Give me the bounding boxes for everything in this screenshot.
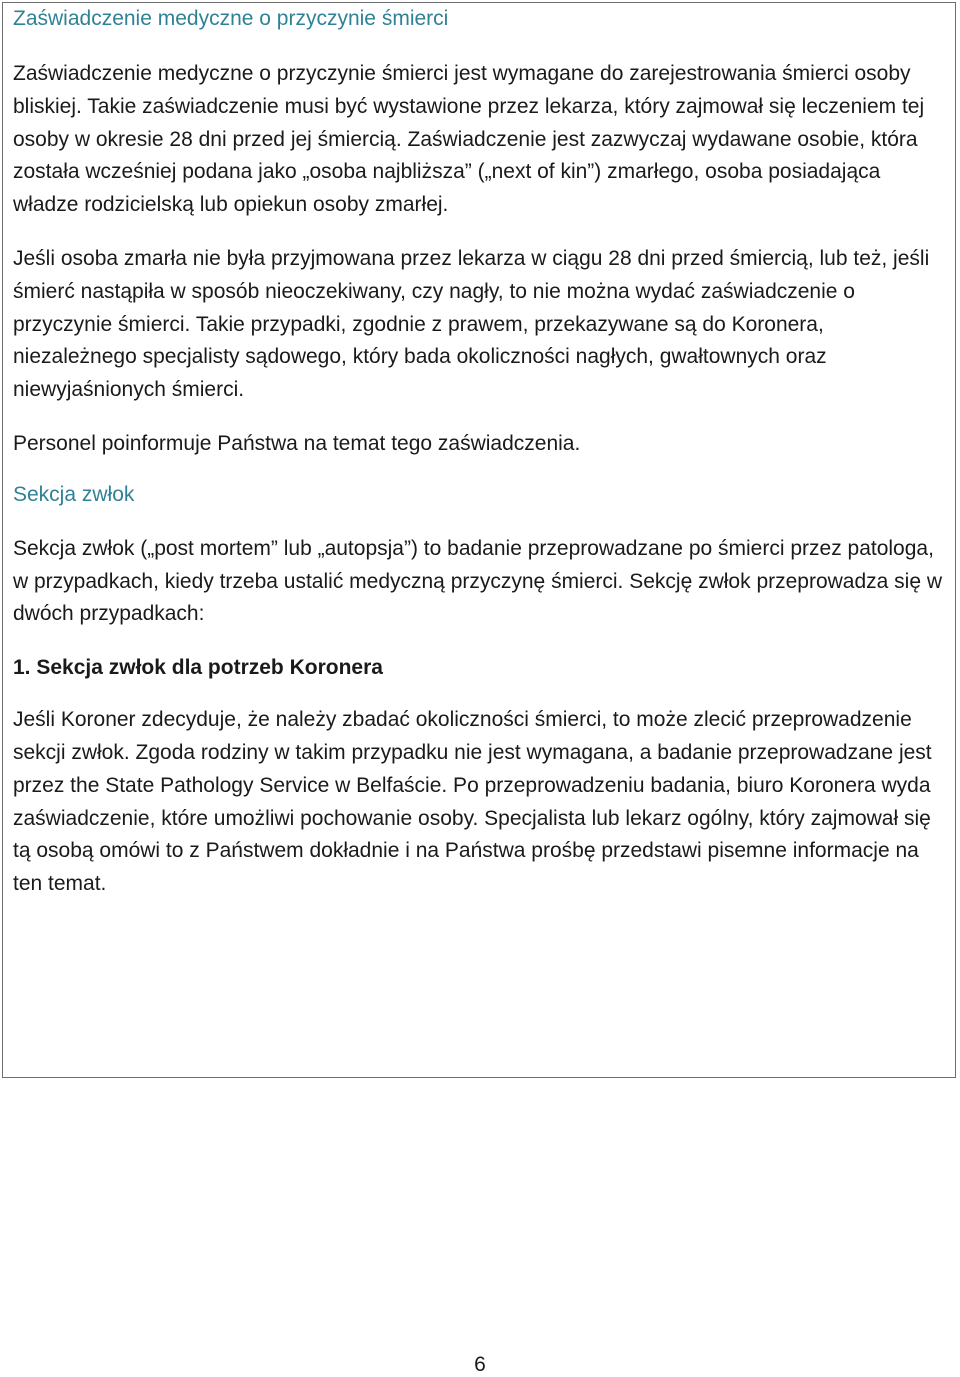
paragraph-autopsy-intro: Sekcja zwłok („post mortem” lub „autopsja”) to badanie przeprowadzane po śmierci przez patologa, w przypadkach, kiedy trzeba ustalić medyczną przyczynę śmierci. Sekcję zwłok przeprowadza się w dwóch przypadkach: (13, 536, 943, 626)
paragraph-coroner-referral: Jeśli osoba zmarła nie była przyjmowana przez lekarza w ciągu 28 dni przed śmiercią, lub też, jeśli śmierć nastąpiła w sposób nieoczekiwany, czy nagły, to nie można wydać zaświadczenie o przyczynie śmierci. Takie przypadki, zgodnie z prawem, przekazywane są do Koronera, niezależnego specjalisty sądowego, który bada okoliczności nagłych, gwałtownych oraz niewyjaśnionych śmierci. (13, 246, 930, 402)
paragraph-death-certificate: Zaświadczenie medyczne o przyczynie śmierci jest wymagane do zarejestrowania śmierci osoby bliskiej. Takie zaświadczenie musi być wystawione przez lekarza, który zajmował się leczeniem tej osoby w okresie 28 dni przed jej śmiercią. Zaświadczenie jest zazwyczaj wydawane osobie, która została wcześniej podana jako „osoba najbliższa” („next of kin”) zmarłego, osoba posiadająca władze rodzicielską lub opiekun osoby zmarłej. (13, 62, 925, 217)
page-number: 6 (474, 1353, 486, 1376)
document-content (13, 4, 949, 901)
subsection-title-coroner-autopsy: 1. Sekcja zwłok dla potrzeb Koronera (13, 656, 383, 680)
document-title: Zaświadczenie medyczne o przyczynie śmierci (13, 7, 449, 30)
section-title-autopsy: Sekcja zwłok (13, 482, 135, 506)
paragraph-coroner-autopsy: Jeśli Koroner zdecyduje, że należy zbadać okoliczności śmierci, to może zlecić przeprowadzenie sekcji zwłok. Zgoda rodziny w takim przypadku nie jest wymagana, a badanie przeprowadzane jest przez the State Pathology Service w Belfaście. Po przeprowadzeniu badania, biuro Koronera wyda zaświadczenie, które umożliwi pochowanie osoby. Specjalista lub lekarz ogólny, który zajmował się tą osobą omówi to z Państwem dokładnie i na Państwa prośbę przedstawi pisemne informacje na ten temat. (13, 708, 932, 896)
paragraph-staff-info: Personel poinformuje Państwa na temat tego zaświadczenia. (13, 431, 581, 455)
